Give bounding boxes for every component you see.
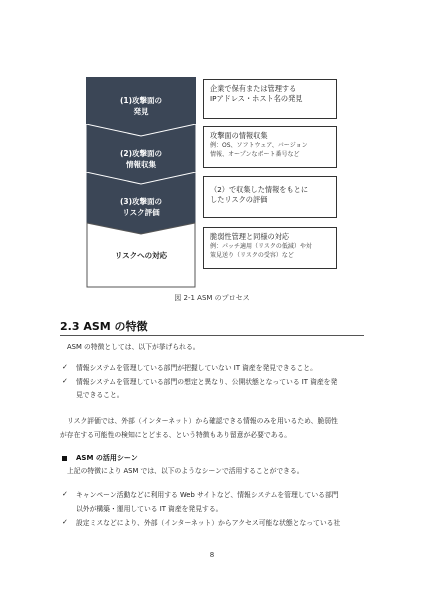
- paragraph-line: が存在する可能性の検知にとどまる、という特徴もあり留意が必要である。: [60, 431, 292, 439]
- bullet-text: 情報システムを管理している部門の想定と異なり、公開状態となっている IT 資産を発: [76, 378, 338, 386]
- bullet-text: キャンペーン活動などに利用する Web サイトなど、情報システムを管理している部門: [76, 491, 339, 499]
- bullet-text-continued: 以外が構築・運用している IT 資産を発見する。: [76, 505, 223, 513]
- description-line: （2）で収集した情報をもとに: [210, 185, 309, 194]
- paragraph-line: リスク評価では、外部（インターネット）から確認できる情報のみを用いるため、脆弱性: [67, 417, 338, 425]
- heading-underline: [60, 335, 364, 336]
- square-bullet-icon: [62, 456, 67, 461]
- description-box-risk-response: [203, 227, 337, 269]
- description-box-risk-evaluation: [203, 176, 337, 218]
- description-line: 脆弱性管理と同様の対応: [210, 232, 290, 241]
- check-icon: ✓: [62, 377, 68, 385]
- figure-caption: 図 2-1 ASM のプロセス: [174, 294, 250, 302]
- check-icon: ✓: [62, 363, 68, 371]
- section-heading: 2.3 ASM の特徴: [60, 320, 148, 333]
- subheading: ASM の活用シーン: [76, 454, 138, 462]
- bullet-text-continued: 見できること。: [76, 391, 124, 399]
- stage-label-line1: (1)攻撃面の: [119, 96, 163, 105]
- description-box-information-gathering: [203, 126, 337, 168]
- stage-label-line2: 情報収集: [126, 160, 156, 169]
- page-number: 8: [209, 551, 215, 559]
- description-line: 例：OS、ソフトウェア、バージョン: [210, 142, 308, 149]
- stage-label-line2: 発見: [133, 107, 149, 116]
- description-line: 情報、オープンなポート番号など: [210, 151, 300, 158]
- description-line: IPアドレス・ホスト名の発見: [210, 94, 303, 103]
- check-icon: ✓: [62, 518, 68, 526]
- description-line: 例：パッチ適用（リスクの低減）や対: [210, 243, 312, 250]
- description-line: 策見送り（リスクの受容）など: [210, 252, 294, 259]
- bullet-text: 情報システムを管理している部門が把握していない IT 資産を発見できること。: [76, 364, 317, 372]
- description-line: したリスクの評価: [210, 195, 268, 204]
- description-line: 企業で保有または管理する: [210, 84, 297, 93]
- stage-label-line1: リスクへの対応: [114, 251, 168, 260]
- description-box-discovery: [203, 79, 337, 119]
- sub-intro-text: 上記の特徴により ASM では、以下のようなシーンで活用することができる。: [67, 467, 304, 475]
- check-icon: ✓: [62, 490, 68, 498]
- intro-text: ASM の特徴としては、以下が挙げられる。: [67, 343, 200, 351]
- stage-label-line1: (2)攻撃面の: [119, 149, 163, 158]
- description-line: 攻撃面の情報収集: [210, 131, 268, 140]
- bullet-text: 設定ミスなどにより、外部（インターネット）からアクセス可能な状態となっている社: [76, 519, 341, 527]
- stage-label-line2: リスク評価: [122, 208, 160, 217]
- stage-risk-response: [86, 222, 196, 288]
- stage-label-line1: (3)攻撃面の: [119, 197, 163, 206]
